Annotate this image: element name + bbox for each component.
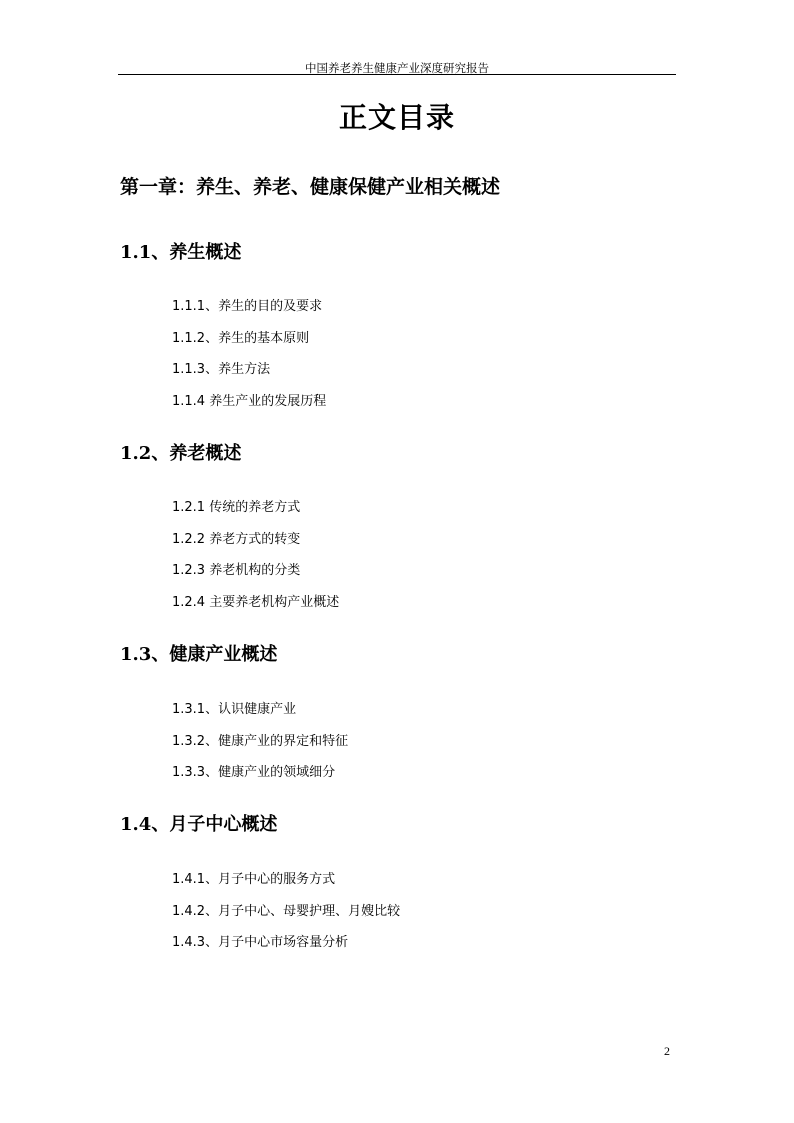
page-number: 2 <box>664 1044 670 1058</box>
toc-item-1-3-1[interactable]: 1.3.1、认识健康产业 <box>172 702 297 717</box>
toc-section-1-1[interactable]: 1.1、养生概述 <box>120 242 242 263</box>
toc-item-1-1-4[interactable]: 1.1.4 养生产业的发展历程 <box>172 394 327 409</box>
chapter-title: 第一章：养生、养老、健康保健产业相关概述 <box>120 176 501 198</box>
toc-section-1-3[interactable]: 1.3、健康产业概述 <box>120 644 278 665</box>
header-text: 中国养老养生健康产业深度研究报告 <box>305 61 489 75</box>
toc-item-1-1-2[interactable]: 1.1.2、养生的基本原则 <box>172 331 310 346</box>
toc-item-1-1-3[interactable]: 1.1.3、养生方法 <box>172 362 271 377</box>
toc-item-1-2-3[interactable]: 1.2.3 养老机构的分类 <box>172 563 301 578</box>
toc-item-1-1-1[interactable]: 1.1.1、养生的目的及要求 <box>172 299 323 314</box>
toc-item-1-4-2[interactable]: 1.4.2、月子中心、母婴护理、月嫂比较 <box>172 904 401 919</box>
toc-item-1-2-4[interactable]: 1.2.4 主要养老机构产业概述 <box>172 595 340 610</box>
toc-item-1-4-1[interactable]: 1.4.1、月子中心的服务方式 <box>172 872 336 887</box>
toc-item-1-4-3[interactable]: 1.4.3、月子中心市场容量分析 <box>172 935 349 950</box>
toc-item-1-3-3[interactable]: 1.3.3、健康产业的领域细分 <box>172 765 336 780</box>
toc-item-1-2-2[interactable]: 1.2.2 养老方式的转变 <box>172 532 301 547</box>
toc-section-1-4[interactable]: 1.4、月子中心概述 <box>120 814 278 835</box>
toc-item-1-2-1[interactable]: 1.2.1 传统的养老方式 <box>172 500 301 515</box>
page-header <box>118 57 676 75</box>
toc-item-1-3-2[interactable]: 1.3.2、健康产业的界定和特征 <box>172 734 349 749</box>
toc-section-1-2[interactable]: 1.2、养老概述 <box>120 443 242 464</box>
page-title: 正文目录 <box>338 101 455 134</box>
